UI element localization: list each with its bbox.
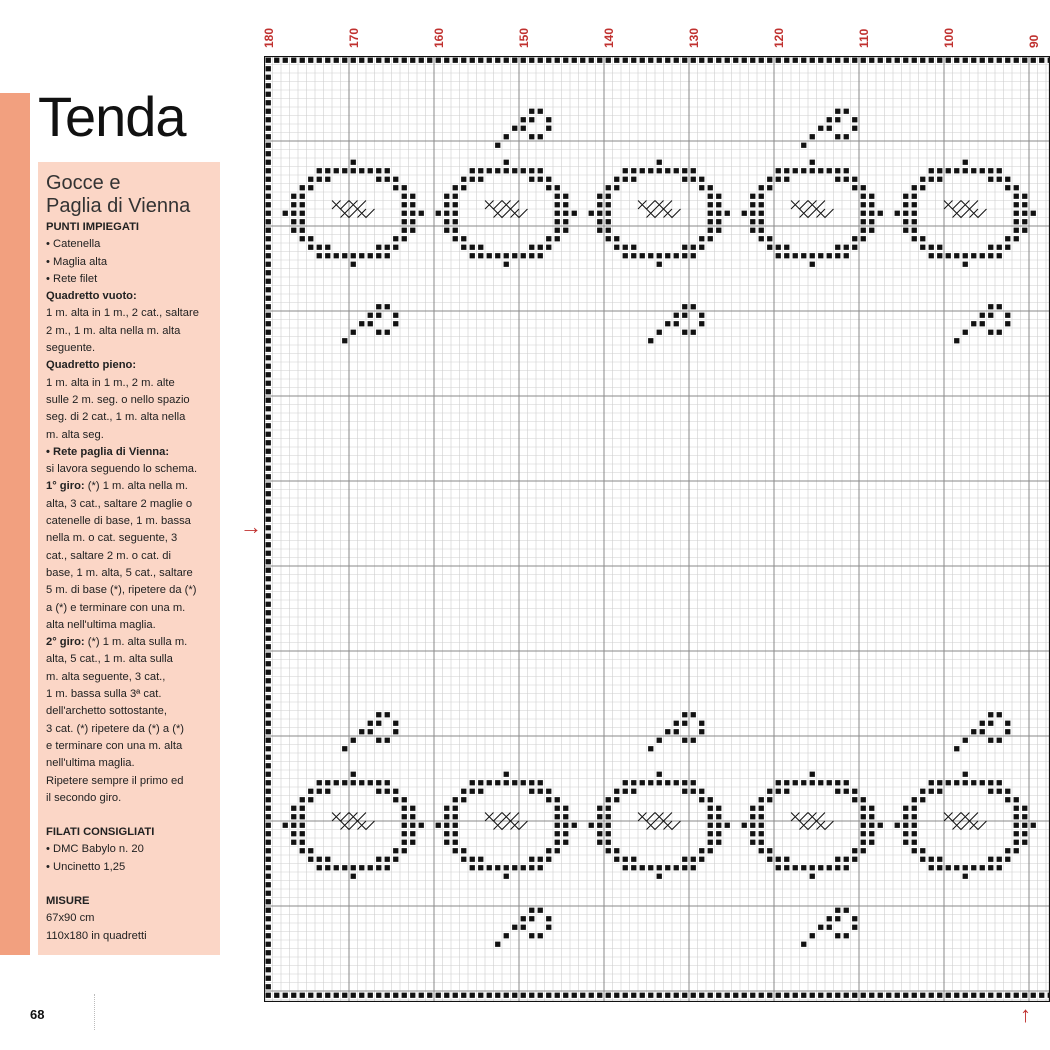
instruction-line: Ripetere sempre il primo ed (46, 774, 184, 787)
instruction-line: nell'ultima maglia. (46, 757, 135, 770)
instructions-panel (38, 162, 220, 955)
column-tick-label: 170 (347, 27, 361, 48)
column-tick-label: 90 (1027, 34, 1041, 48)
instruction-line: 67x90 cm (46, 912, 95, 925)
page-number: 68 (30, 1007, 45, 1022)
instruction-line: sulle 2 m. seg. o nello spazio (46, 393, 190, 406)
subtitle-line-1: Gocce e (46, 172, 121, 194)
column-tick-label: 130 (687, 27, 701, 48)
instruction-line: 1 m. bassa sulla 3ª cat. (46, 688, 162, 701)
instruction-line: • Catenella (46, 238, 101, 251)
instruction-line: • DMC Babylo n. 20 (46, 843, 144, 856)
subtitle-line-2: Paglia di Vienna (46, 195, 191, 217)
page-divider (94, 994, 95, 1030)
column-tick-label: 160 (432, 27, 446, 48)
instruction-line: m. alta seguente, 3 cat., (46, 670, 166, 683)
instruction-line: 2° giro: (*) 1 m. alta sulla m. (46, 636, 188, 649)
instruction-line: 110x180 in quadretti (46, 929, 147, 942)
instruction-line: base, 1 m. alta, 5 cat., saltare (46, 566, 193, 579)
instruction-line: Quadretto vuoto: (46, 290, 137, 303)
instruction-line: 1 m. alta in 1 m., 2 m. alte (46, 376, 175, 389)
instruction-line: m. alta seg. (46, 428, 104, 441)
pattern-subtitle (46, 172, 190, 218)
column-tick-label: 120 (772, 27, 786, 48)
instruction-line: nella m. o cat. seguente, 3 (46, 532, 178, 545)
instruction-line: alta, 3 cat., saltare 2 maglie o (46, 497, 193, 510)
instruction-line: si lavora seguendo lo schema. (46, 463, 198, 476)
instruction-line: 1° giro: (*) 1 m. alta nella m. (46, 480, 188, 493)
instruction-line: dell'archetto sottostante, (46, 705, 167, 718)
instruction-line: MISURE (46, 894, 90, 907)
instruction-line: a (*) e terminare con una m. (46, 601, 186, 614)
filet-chart (264, 56, 1050, 1002)
start-column-arrow-icon: ↑ (1020, 1002, 1031, 1027)
column-tick-label: 180 (262, 27, 276, 48)
instruction-line: 1 m. alta in 1 m., 2 cat., saltare (46, 307, 199, 320)
column-tick-label: 140 (602, 27, 616, 48)
column-tick-label: 150 (517, 27, 531, 48)
start-row-arrow-icon: → (240, 514, 262, 539)
accent-bar (0, 93, 30, 955)
instruction-line: 5 m. di base (*), ripetere da (*) (46, 584, 197, 597)
column-tick-label: 100 (942, 27, 956, 48)
instruction-line: catenelle di base, 1 m. bassa (46, 515, 191, 528)
instruction-line: • Uncinetto 1,25 (46, 860, 126, 873)
instruction-line: alta nell'ultima maglia. (46, 618, 156, 631)
instructions-text (46, 219, 218, 945)
instruction-spacer (46, 876, 218, 893)
instruction-line: seguente. (46, 342, 96, 355)
instruction-line: • Maglia alta (46, 255, 108, 268)
instruction-line: 2 m., 1 m. alta nella m. alta (46, 324, 181, 337)
instruction-line: FILATI CONSIGLIATI (46, 826, 155, 839)
instruction-line: cat., saltare 2 m. o cat. di (46, 549, 171, 562)
instruction-line: il secondo giro. (46, 791, 122, 804)
instruction-line: • Rete paglia di Vienna: (46, 445, 170, 458)
column-tick-label: 110 (857, 28, 871, 48)
instruction-line: PUNTI IMPIEGATI (46, 221, 140, 233)
page-title: Tenda (38, 85, 186, 148)
instruction-line: 3 cat. (*) ripetere da (*) a (*) (46, 722, 185, 735)
instruction-line: • Rete filet (46, 272, 98, 285)
instruction-line: Quadretto pieno: (46, 359, 137, 372)
instruction-line: seg. di 2 cat., 1 m. alta nella (46, 411, 186, 424)
instruction-spacer (46, 807, 218, 824)
instruction-line: e terminare con una m. alta (46, 739, 183, 752)
instruction-line: alta, 5 cat., 1 m. alta sulla (46, 653, 173, 666)
